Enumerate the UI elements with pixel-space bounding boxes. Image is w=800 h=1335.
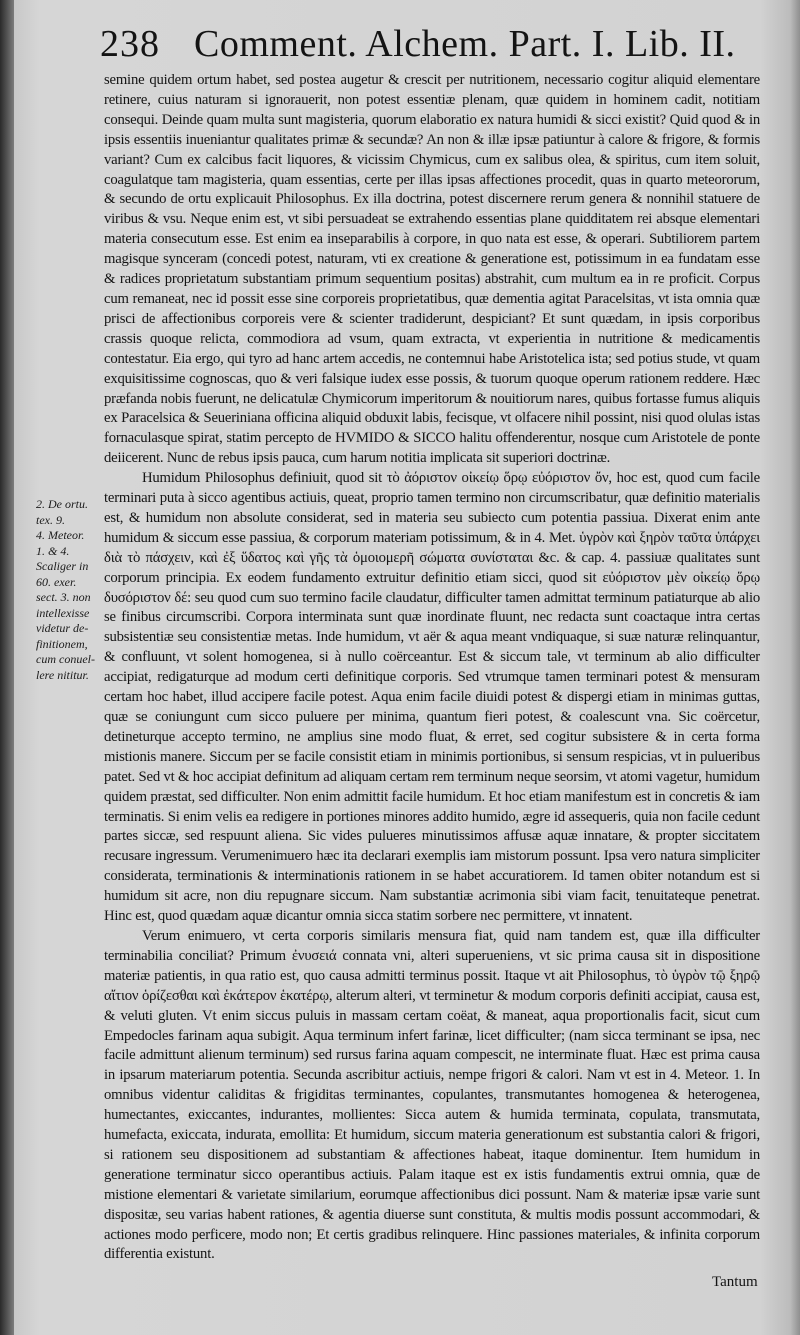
margin-note-line: sect. 3. non (36, 590, 91, 604)
margin-note-line: videtur de- (36, 621, 89, 635)
spine-shadow (0, 0, 14, 1335)
margin-note-line: cum conuel- (36, 652, 95, 666)
margin-note-line: 60. exer. (36, 574, 77, 589)
margin-note-line: finitionem, (36, 636, 88, 651)
body-text (104, 71, 760, 1265)
margin-note-line: intellexisse (36, 605, 90, 620)
paragraph: semine quidem ortum habet, sed postea augetur & crescit per nutritionem, necessario cogitur aliquid elementare retinere, cuius naturam si ignorauerit, non potest essentiæ plenam, quæ quidem in hominem cadit, notitiam consequi. Deinde quam multa sunt magisteria, quorum elaboratio ex natura humidi & sicci existit? Quid quod & in ipsis essentiis inueniantur qualitates primæ & secundæ? An non & illæ ipsæ patiuntur à calore & frigore, & formis variant? Cum ex calcibus facit liquores, & vicissim Chymicus, cum ex salibus olea, & spiritus, cum item soluit, coagulatque tam magisteria, quam essentias, certe per illas ipsas affectiones procedit, quas in quarto meteororum, & secundo de ortu explicauit Philosophus. Ex illa doctrina, potest discernere rerum genera & nonnihil statuere de viribus & vsu. Neque enim est, vt sibi persuadeat se extrahendo essentias plane quidditatem rei absque elementari materia consecutum esse. Est enim ea inseparabilis à corpore, in quo nata est esse, & operari. Subtiliorem partem magisque synceram (concedi potest, naturam, vti ex creatione & generatione est, potissimum in ea fundatam esse & radices proprietatum substantiam primum sequentium positas) abstrahit, cum multum ea in re proficit. Corpus cum remaneat, nec id possit esse sine corporeis proprietatibus, quæ dementia agitat Paracelsitas, vt ista omnia quæ prisci de affectionibus corporeis vere & scienter tradiderunt, despiciant? Et sunt quædam, in ipsis corporibus crassis quoque relicta, commodiora ad vsum, quam extracta, vt experientia in nutritione & medicamentis contestatur. Eia ergo, qui tyro ad hanc artem accedis, ne contemnui habe Aristotelica ista; sed potius stude, vt quam exquisitissime cognoscas, quo & veri falsique iudex esse possis, & tuorum quoque operum rationem reddere. Hæc præfanda nobis fuerunt, ne delicatulæ Chymicorum imperitorum & nouitiorum nares, quibus fortasse fumus aliquis ex Paracelsica & Seueriniana officina aliquid obduxit labis, fecisque, vt olfacere nihil possint, nisi quod olulas istas fornaculasque spirat, statim percepto de HVMIDO & SICCO halitu offenderentur, nosque cum Aristotele de ponte deiicerent. Nunc de rebus ipsis pauca, cum harum notitia implicata sit superiori doctrinæ. (104, 72, 760, 467)
page-number: 238 (100, 23, 160, 65)
catchword: Tantum (712, 1274, 758, 1290)
margin-note-line: 4. Meteor. (36, 528, 85, 542)
running-title: Comment. Alchem. Part. I. Lib. II. (194, 23, 736, 65)
margin-note (36, 497, 102, 683)
margin-note-line: tex. 9. (36, 512, 65, 527)
margin-note-line: 1. & 4. (36, 543, 70, 558)
margin-note-line: Scaliger in (36, 559, 89, 573)
margin-note-line: 2. De ortu. (36, 497, 88, 511)
paragraph: Verum enimuero, vt certa corporis similaris mensura fiat, quid nam tandem est, quæ illa difficulter terminabilia conciliat? Primum ἐνυσειά connata vni, alteri superueniens, vt sic prima causa sit in dispositione materiæ patientis, in qua ratio est, quo causa admitti terminus possit. Itaque vt ait Philosophus, τὸ ὑγρὸν τῷ ξηρῷ αἴτιον ὁρίζεσθαι καὶ ἑκάτερον ἑκατέρῳ, alterum alteri, vt terminetur & modum corporis definiti accipiat, causa est, & veluti gluten. Vt enim siccus puluis in massam certam coëat, & maneat, aqua proportionalis facit, sicut cum Empedocles farinam aqua subigit. Aqua terminum infert farinæ, licet difficulter; (nam sicca terminant se ipsa, nec facile admittunt alienum terminum) sed rursus farina aquam compescit, ne interminate fluat. Hæc est prima causa in ipsarum materiarum potentia. Secunda ascribitur actiuis, nempe frigori & calori. Nam vt est in 4. Meteor. 1. In omnibus videntur caliditas & frigiditas terminantes, copulantes, transmutantes homogenea & heterogenea, humectantes, exiccantes, indurantes, mollientes: Sicca autem & humida terminata, copulata, transmutata, humefacta, exiccata, indurata, emollita: Et humidum, siccum materia generationum est substantia calori & frigori, si rationem seu dispositionem ad substantiam & affectiones habeat, itaque dominentur. Item humidum in generatione terminatur sicco operantibus actiuis. Palam itaque est ex istis fundamentis extrui omnia, quæ de mistione elementari & varietate similarium, eorumque affectionibus dici possunt. Nam & materiæ ipsæ varie sunt dispositæ, seu varias habent rationes, & agentia diuerse sunt constituta, & multis modis possunt accommodari, & actiones modo perficere, modo non; Et certis gradibus relinquere. Hinc passiones materiales, & infinita corporum differentia existunt. (104, 927, 760, 1263)
margin-note-line: lere nititur. (36, 667, 89, 682)
page-header (98, 18, 748, 68)
paragraph: Humidum Philosophus definiuit, quod sit τὸ ἀόριστον οἰκείῳ ὅρῳ εὐόριστον ὄν, hoc est, quod cum facile terminari puta à sicco agentibus actiuis, queat, proprio tamen termino non circumscribatur, quæ definitio materialis est, & humidum non absolute considerat, sed in materia seu subiecto cum potentia passiua. Dixerat enim ante humidum & siccum esse passiua, & corporum materiam potissimum, & in 4. Met. ὑγρὸν καὶ ξηρὸν ταῦτα ὑπάρχει διὰ τὸ πάσχειν, καὶ ἐξ ὕδατος καὶ γῆς τὰ ὁμοιομερῆ σώματα συνίσταται &c. & cap. 4. passiuæ qualitates sunt corporum principia. Ex eodem fundamento extruitur definitio etiam sicci, quod sit εὐόριστον μὲν οἰκείῳ ὅρῳ δυσόριστον δέ: seu quod cum suo termino facile claudatur, difficulter tamen admittat terminum patiaturque ab alio se finibus circumscribi. Corpora interminata sunt quæ inordinate fluunt, nec redacta sunt coactaque intra certas subsistentiæ seu consistentiæ metas. Inde humidum, vt aër & aqua meant vndiquaque, si suæ naturæ relinquantur, & confluunt, vt solent homogenea, si à nullo coërceantur. Est & siccum tale, vt terminum ab alio difficulter accipiat, redigaturque ad modum certi definitique corporis. Sed vtrumque tamen terminari potest & mensuram certam hoc habet, illud accipere facile potest. Aqua enim facile diuidi potest & dispergi etiam in minimas guttas, quæ se coniungunt cum sicco puluere per minima, quantum fieri potest, & coalescunt vna. Sic coërcetur, detineturque accepto termino, ne amplius sine modo fluat, & erret, sed cogitur subsistere & in certa forma mistionis manere. Siccum per se facile consistit etiam in minimis portionibus, si sensum respicias, vt in pulueribus patet. Sed vt & hoc accipiat definitum ad aliquam certam rem terminum neque seorsim, vt atomi vagetur, humidum quidem præstat, sed difficulter. Non enim admittit facile humidum. Et hoc etiam manifestum est in concretis & iam terminatis. Si enim velis ea redigere in portiones minores addito humido, ægre id assequeris, quia non facile cedunt partes siccæ, sed respuunt aliena. Sic vides pulueres minutissimos affusæ aquæ innatare, & propter siccitatem recusare ingressum. Verumenimuero hæc ita declarari exemplis iam mistorum possunt. Ipsa vero natura simpliciter considerata, terminationis & interminationis rationem in se habet accuratiorem. Id tamen obiter notandum est si humidum sit acre, non diu repugnare siccum. Nam substantiæ acrimonia sibi viam facit, tenuitateque penetrat. Hinc est, quod quædam aquæ dicantur omnia sicca statim sorbere nec permittere, vt innatent. (104, 470, 760, 925)
